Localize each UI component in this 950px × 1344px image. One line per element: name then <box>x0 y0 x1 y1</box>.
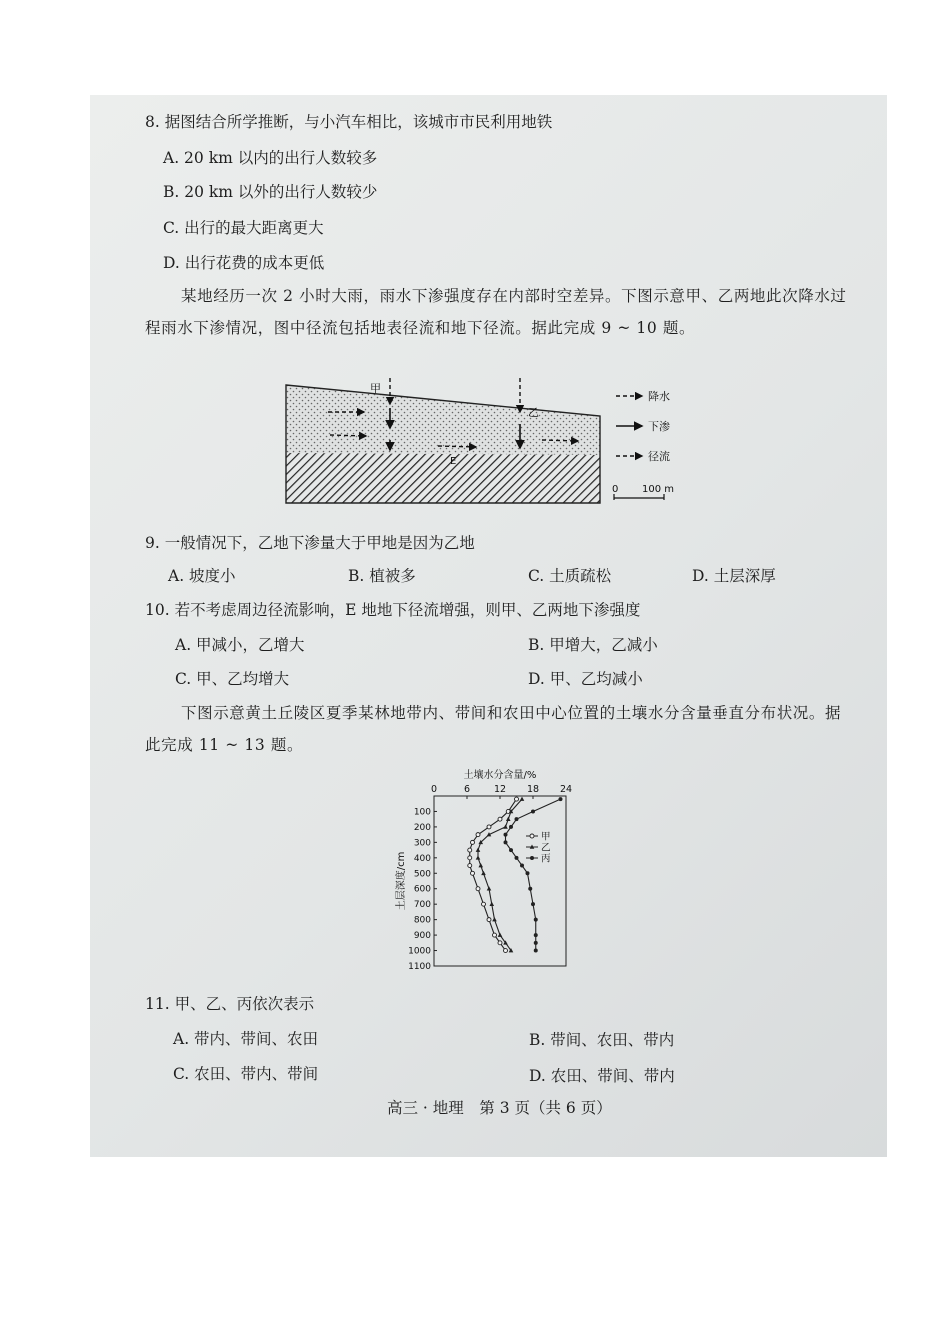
x-tick-label: 12 <box>493 784 507 795</box>
q9-option-b: B. 植被多 <box>348 567 416 585</box>
infiltration-diagram <box>280 378 700 508</box>
data-point <box>487 825 491 829</box>
y-tick-label: 900 <box>413 931 431 942</box>
data-point <box>559 797 563 801</box>
q10-option-c: C. 甲、乙均增大 <box>175 670 290 688</box>
x-tick-label: 18 <box>526 784 540 795</box>
x-tick-label: 24 <box>559 784 573 795</box>
data-point <box>531 902 535 906</box>
data-point <box>476 833 480 837</box>
y-tick-label: 200 <box>413 822 431 833</box>
q11-option-d: D. 农田、带间、带内 <box>529 1067 675 1085</box>
q11-option-a: A. 带内、带间、农田 <box>173 1030 319 1048</box>
legend-runoff: 径流 <box>648 450 670 463</box>
legend-marker <box>530 834 534 838</box>
data-point <box>476 855 481 859</box>
data-point <box>487 918 491 922</box>
data-point <box>520 864 524 868</box>
data-point <box>534 941 538 945</box>
data-point <box>534 949 538 953</box>
scale-zero: 0 <box>612 484 619 495</box>
data-point <box>468 856 472 860</box>
q10-option-b: B. 甲增大，乙减小 <box>528 636 658 654</box>
data-point <box>504 840 508 844</box>
q8-option-d: D. 出行花费的成本更低 <box>163 254 325 272</box>
intro-passage-9-10: 某地经历一次 2 小时大雨，雨水下渗强度存在内部时空差异。下图示意甲、乙两地此次降水过程雨水下渗情况，图中径流包括地表径流和地下径流。据此完成 9 ~ 10 题。 <box>145 287 847 337</box>
q10-stem: 10. 若不考虑周边径流影响，E 地地下径流增强，则甲、乙两地下渗强度 <box>145 601 641 619</box>
y-tick-label: 800 <box>413 915 431 926</box>
data-point <box>520 797 525 801</box>
data-point <box>493 933 497 937</box>
page-footer: 高三 · 地理 第 3 页（共 6 页） <box>387 1099 612 1117</box>
intro-passage-11-13: 下图示意黄土丘陵区夏季某林地带内、带间和农田中心位置的土壤水分含量垂直分布状况。据此完成 11 ~ 13 题。 <box>145 704 842 754</box>
data-point <box>509 825 513 829</box>
q8-option-c: C. 出行的最大距离更大 <box>163 219 324 237</box>
y-tick-label: 1000 <box>408 946 431 957</box>
data-point <box>503 824 508 828</box>
data-point <box>498 933 503 937</box>
q10-option-a: A. 甲减小，乙增大 <box>175 636 305 654</box>
soil-moisture-chart <box>380 768 590 978</box>
data-point <box>534 933 538 937</box>
y-tick-label: 700 <box>413 900 431 911</box>
q9-option-d: D. 土层深厚 <box>692 567 776 585</box>
data-point <box>487 886 492 890</box>
legend-precipitation: 降水 <box>648 390 670 403</box>
x-tick-label: 6 <box>463 784 471 795</box>
q8-option-b: B. 20 km 以外的出行人数较少 <box>163 183 378 201</box>
y-tick-label: 500 <box>413 869 431 880</box>
q8-option-a: A. 20 km 以内的出行人数较多 <box>163 149 378 167</box>
data-point <box>528 887 532 891</box>
q9-option-c: C. 土质疏松 <box>528 567 612 585</box>
data-point <box>478 863 483 867</box>
y-tick-label: 400 <box>413 853 431 864</box>
y-tick-label: 1100 <box>408 962 431 972</box>
data-point <box>534 918 538 922</box>
y-tick-label: 300 <box>413 838 431 849</box>
x-tick-label: 0 <box>430 784 438 795</box>
legend-label: 甲 <box>541 831 551 843</box>
legend-label: 丙 <box>541 853 551 865</box>
data-point <box>515 797 519 801</box>
series-line-1 <box>470 799 517 950</box>
data-point <box>476 848 481 852</box>
label-yi: 乙 <box>528 406 539 419</box>
q11-option-c: C. 农田、带内、带间 <box>173 1065 319 1083</box>
label-jia: 甲 <box>370 382 381 395</box>
q10-option-d: D. 甲、乙均减小 <box>528 670 643 688</box>
y-tick-label: 600 <box>413 884 431 895</box>
data-point <box>504 833 508 837</box>
label-e: E <box>450 456 457 467</box>
data-point <box>531 809 535 813</box>
q8-stem: 8. 据图结合所学推断，与小汽车相比，该城市市民利用地铁 <box>145 113 553 131</box>
data-point <box>504 949 508 953</box>
q9-option-a: A. 坡度小 <box>168 567 236 585</box>
bedrock-layer <box>286 453 600 503</box>
x-axis-title: 土壤水分含量/% <box>463 770 537 781</box>
legend-marker <box>530 856 534 860</box>
data-point <box>482 902 486 906</box>
soil-layer <box>286 385 600 455</box>
data-point <box>471 840 475 844</box>
legend-infiltration: 下渗 <box>648 420 670 433</box>
q11-stem: 11. 甲、乙、丙依次表示 <box>145 995 315 1013</box>
q9-stem: 9. 一般情况下，乙地下渗量大于甲地是因为乙地 <box>145 534 475 552</box>
data-point <box>498 817 502 821</box>
data-point <box>515 817 519 821</box>
data-point <box>481 871 486 875</box>
data-point <box>468 848 472 852</box>
data-point <box>492 917 497 921</box>
legend-label: 乙 <box>541 842 551 854</box>
data-point <box>509 848 513 852</box>
data-point <box>468 864 472 868</box>
scale-distance: 100 m <box>642 484 675 495</box>
data-point <box>498 941 502 945</box>
y-tick-label: 100 <box>413 807 431 818</box>
y-axis-title: 土层深度/cm <box>396 851 407 911</box>
q11-option-b: B. 带间、农田、带内 <box>529 1031 675 1049</box>
data-point <box>515 856 519 860</box>
data-point <box>489 902 494 906</box>
data-point <box>506 817 511 821</box>
data-point <box>526 871 530 875</box>
series-line-3 <box>506 799 561 950</box>
data-point <box>471 871 475 875</box>
data-point <box>476 887 480 891</box>
